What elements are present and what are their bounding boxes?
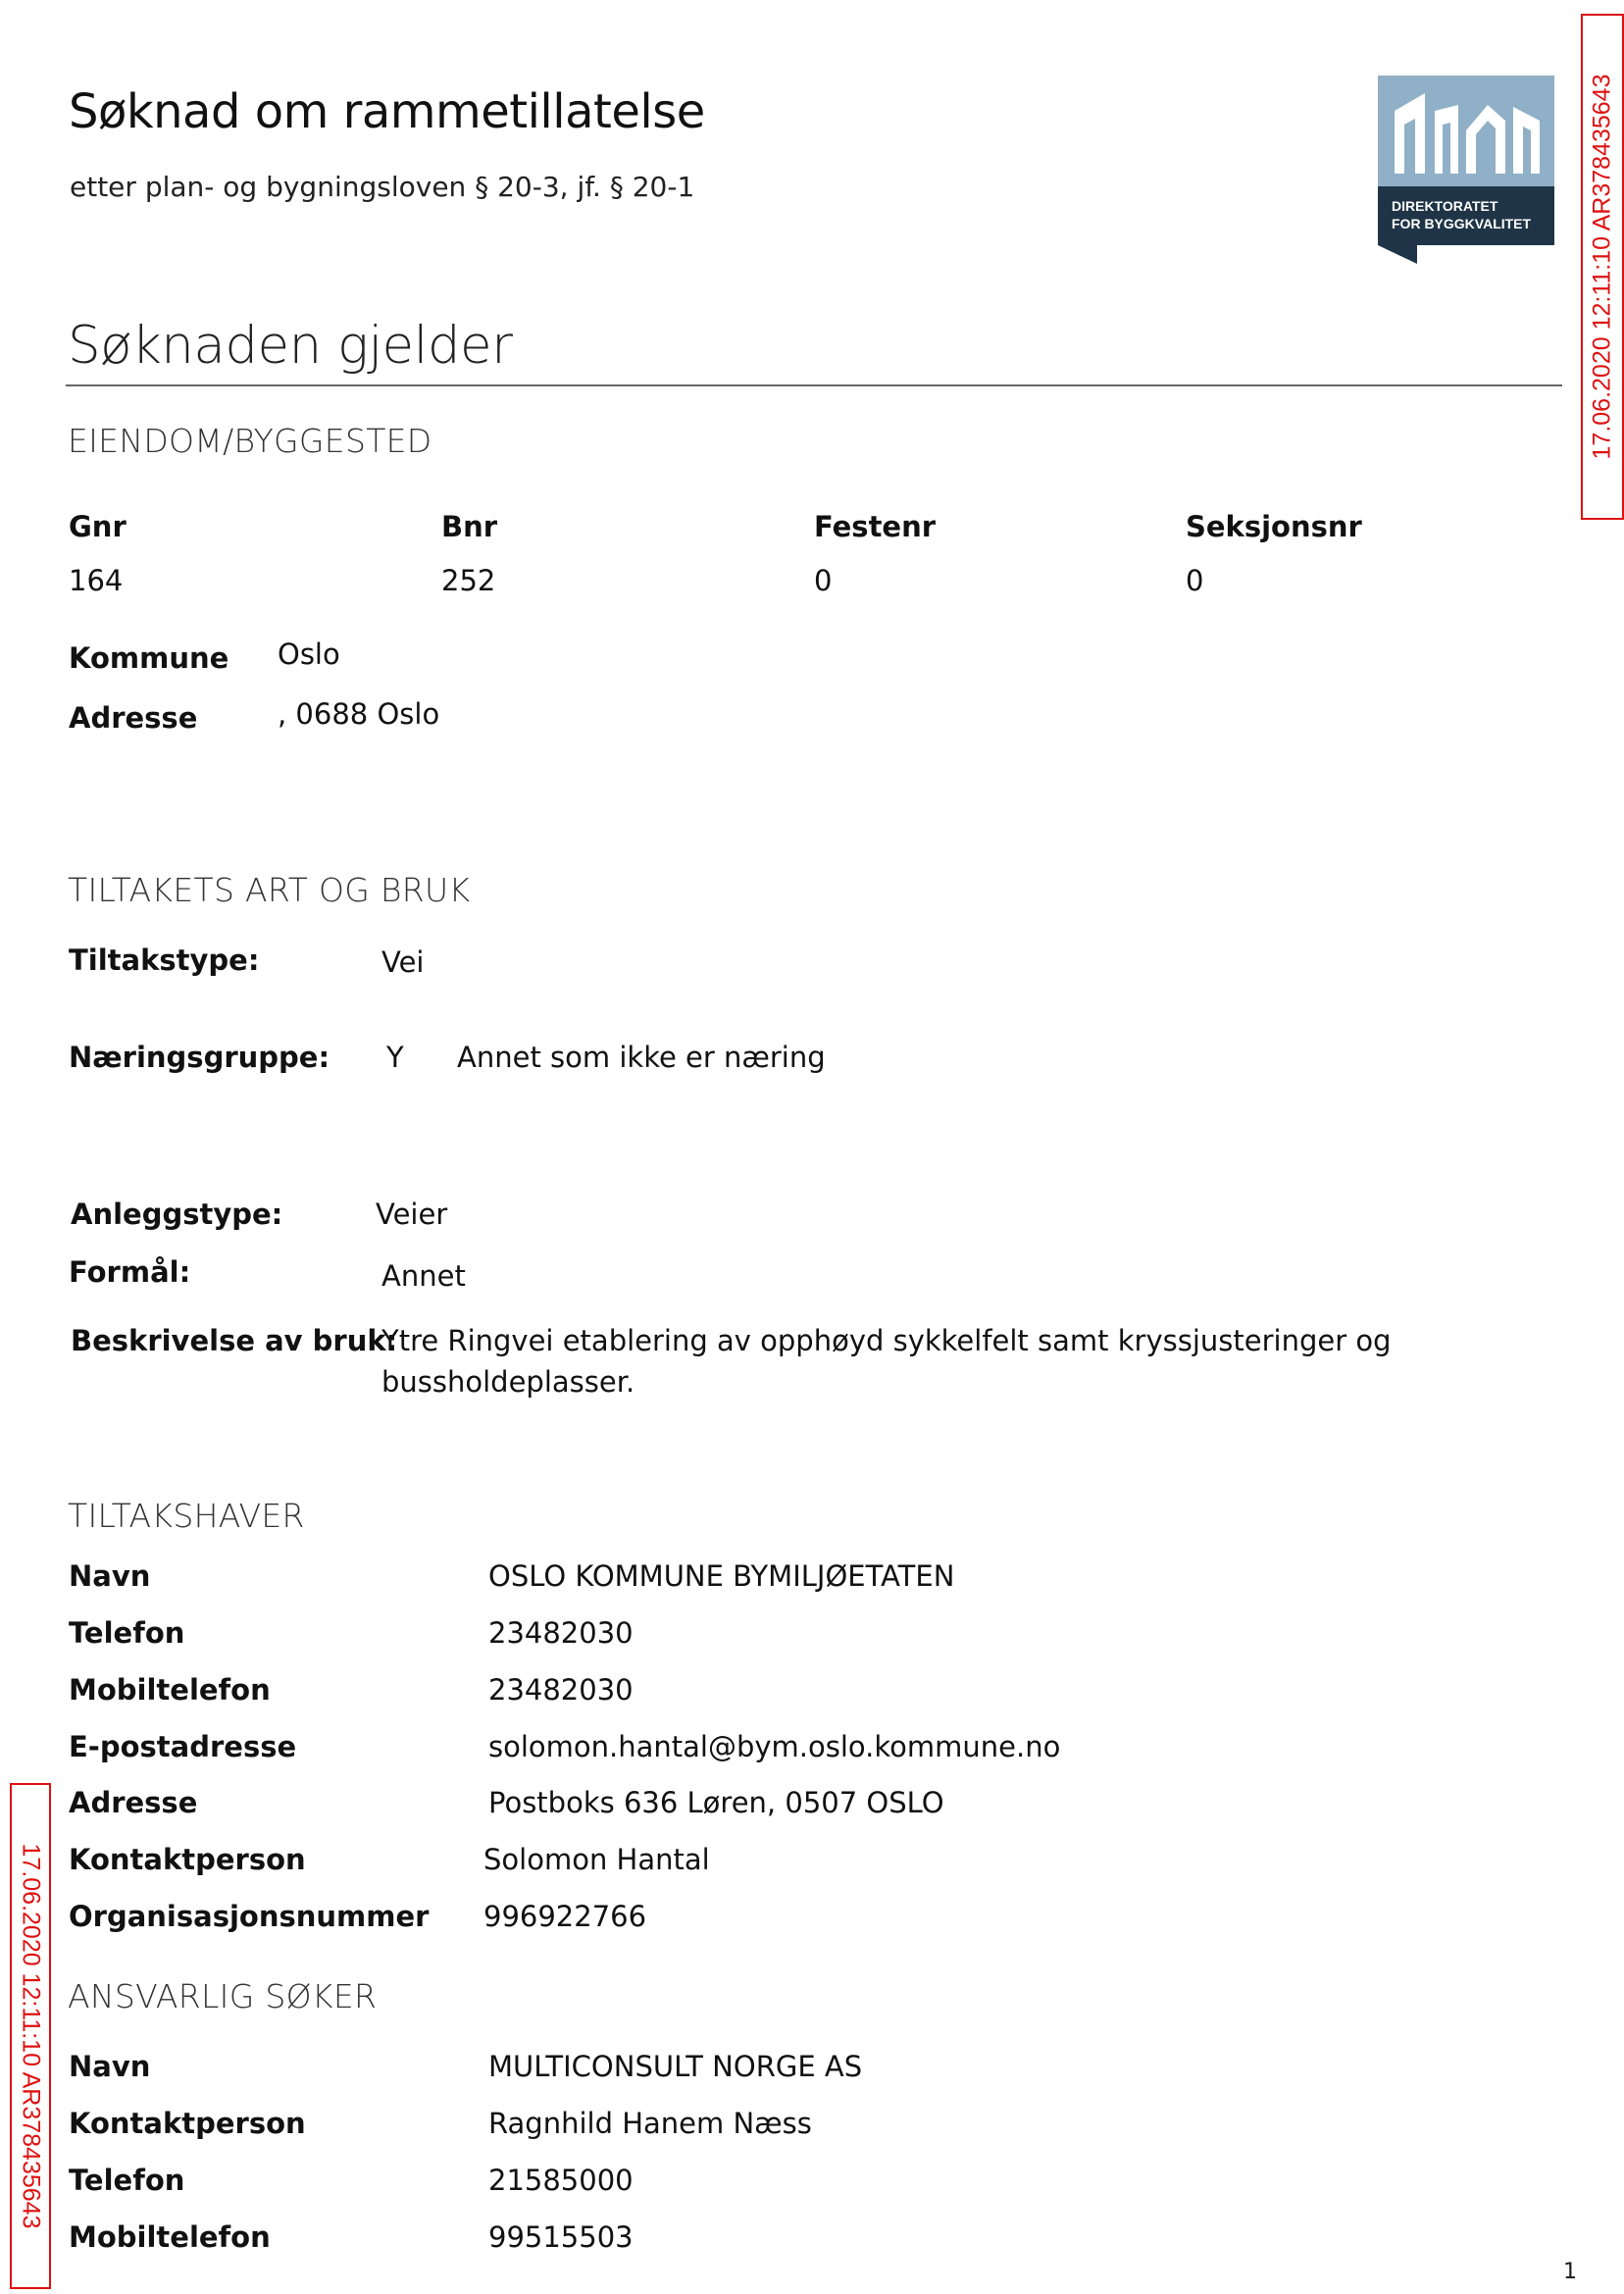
main-heading: Søknaden gjelder (68, 316, 513, 376)
tiltakshaver-orgnr-label: Organisasjonsnummer (69, 1900, 430, 1933)
document-subtitle: etter plan- og bygningsloven § 20-3, jf. § 20-1 (70, 171, 695, 203)
tiltakshaver-telefon-label: Telefon (69, 1616, 185, 1650)
date-stamp-right (1581, 14, 1624, 520)
formaal-label: Formål: (69, 1255, 191, 1289)
tiltakshaver-mobiltelefon-label: Mobiltelefon (69, 1673, 271, 1707)
beskrivelse-label: Beskrivelse av bruk: (71, 1324, 398, 1357)
soker-navn-label: Navn (69, 2050, 151, 2083)
document-title: Søknad om rammetillatelse (69, 84, 705, 139)
kommune-label: Kommune (69, 641, 229, 675)
tiltakshaver-orgnr-value: 996922766 (483, 1900, 647, 1933)
soker-telefon-label: Telefon (69, 2164, 185, 2197)
stamp-text-left: 17.06.2020 12:11:10 AR378435643 (17, 1843, 45, 2229)
naeringsgruppe-value: Annet som ikke er næring (457, 1041, 826, 1074)
tiltakshaver-navn-value: OSLO KOMMUNE BYMILJØETATEN (488, 1559, 955, 1593)
building-logo-icon (1378, 76, 1554, 264)
tiltakshaver-epost-label: E-postadresse (69, 1730, 297, 1763)
adresse-label: Adresse (69, 701, 198, 735)
tiltakshaver-navn-label: Navn (69, 1559, 151, 1593)
heading-divider (66, 384, 1562, 386)
adresse-value: , 0688 Oslo (278, 697, 440, 731)
gnr-value: 164 (69, 564, 124, 597)
tiltakshaver-epost-value: solomon.hantal@bym.oslo.kommune.no (488, 1730, 1061, 1763)
section-heading-tiltakshaver: TILTAKSHAVER (68, 1497, 305, 1535)
tiltakstype-value: Vei (381, 945, 425, 979)
beskrivelse-line-1: Ytre Ringvei etablering av opphøyd sykkelfelt samt kryssjusteringer og (381, 1324, 1392, 1357)
kommune-value: Oslo (278, 637, 340, 671)
soker-navn-value: MULTICONSULT NORGE AS (488, 2050, 863, 2083)
soker-kontaktperson-value: Ragnhild Hanem Næss (488, 2107, 812, 2140)
tiltakshaver-telefon-value: 23482030 (488, 1616, 634, 1650)
dibk-logo (1378, 76, 1554, 264)
soker-telefon-value: 21585000 (488, 2164, 634, 2197)
date-stamp-left (10, 1783, 51, 2289)
tiltakshaver-adresse-value: Postboks 636 Løren, 0507 OSLO (488, 1786, 944, 1819)
formaal-value: Annet (381, 1259, 466, 1293)
bnr-value: 252 (441, 564, 496, 597)
tiltakshaver-adresse-label: Adresse (69, 1786, 198, 1819)
soker-mobiltelefon-label: Mobiltelefon (69, 2220, 271, 2254)
tiltakshaver-kontaktperson-label: Kontaktperson (69, 1843, 306, 1876)
logo-text-line2: FOR BYGGKVALITET (1392, 216, 1532, 231)
soker-mobiltelefon-value: 99515503 (488, 2220, 634, 2254)
section-heading-ansvarlig-soker: ANSVARLIG SØKER (68, 1977, 378, 2015)
naeringsgruppe-code: Y (386, 1041, 404, 1074)
festenr-label: Festenr (814, 510, 937, 543)
naeringsgruppe-label: Næringsgruppe: (69, 1041, 330, 1074)
festenr-value: 0 (814, 564, 833, 597)
soker-kontaktperson-label: Kontaktperson (69, 2107, 306, 2140)
anleggstype-value: Veier (376, 1198, 448, 1231)
section-heading-tiltak: TILTAKETS ART OG BRUK (68, 871, 471, 909)
tiltakshaver-kontaktperson-value: Solomon Hantal (483, 1843, 710, 1876)
tiltakstype-label: Tiltakstype: (69, 943, 260, 977)
logo-text-line1: DIREKTORATET (1392, 198, 1498, 214)
anleggstype-label: Anleggstype: (71, 1198, 283, 1231)
tiltakshaver-mobiltelefon-value: 23482030 (488, 1673, 634, 1707)
seksjonsnr-value: 0 (1186, 564, 1204, 597)
bnr-label: Bnr (441, 510, 498, 543)
page-number: 1 (1563, 2260, 1577, 2284)
section-heading-eiendom: EIENDOM/BYGGESTED (68, 422, 432, 460)
stamp-text-right: 17.06.2020 12:11:10 AR378435643 (1588, 74, 1616, 460)
gnr-label: Gnr (69, 510, 127, 543)
beskrivelse-line-2: bussholdeplasser. (381, 1365, 635, 1399)
seksjonsnr-label: Seksjonsnr (1186, 510, 1362, 543)
